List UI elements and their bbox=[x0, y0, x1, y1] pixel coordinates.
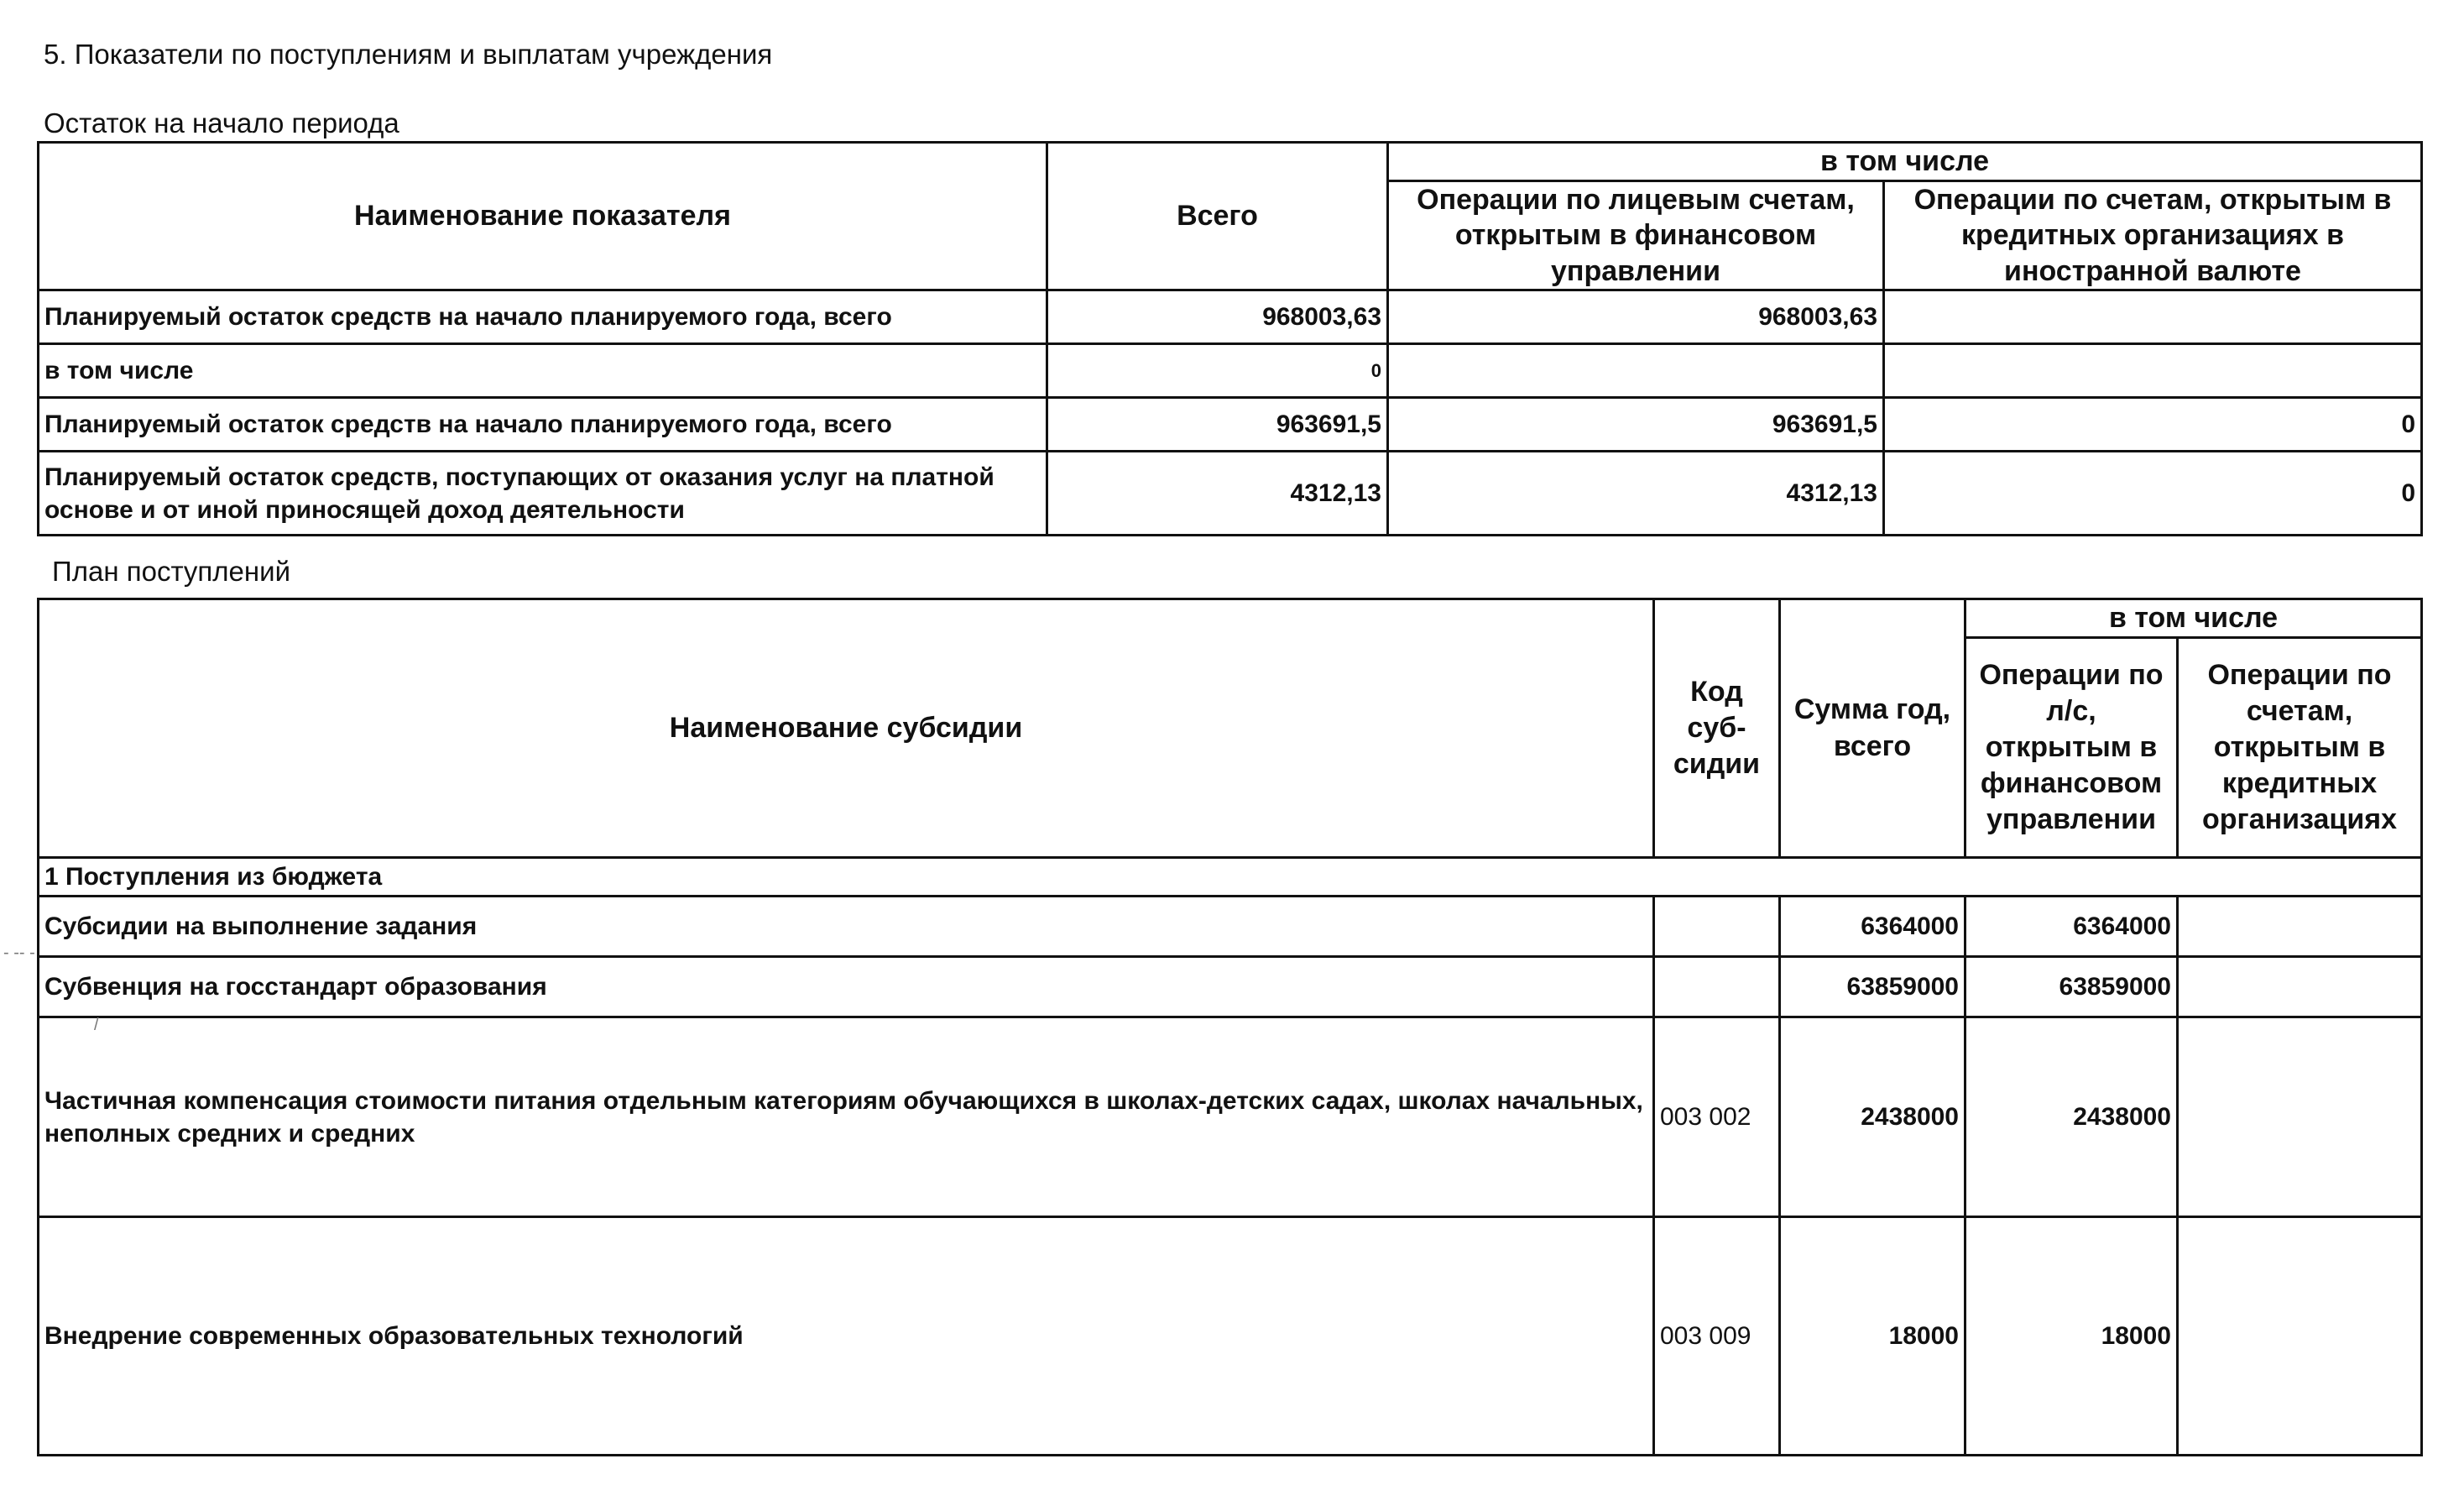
row-name: Субсидии на выполнение задания bbox=[39, 897, 1654, 957]
income-header-including: в том числе bbox=[1965, 599, 2422, 638]
row-name: Частичная компенсация стоимости питания отдельным категориям обучающихся в школах-детских садах, школах начальных, неполных средних и средних bbox=[39, 1017, 1654, 1217]
income-plan-title: План поступлений bbox=[52, 556, 290, 587]
row-code: 003 002 bbox=[1654, 1017, 1780, 1217]
row-finance: 4312,13 bbox=[1388, 452, 1884, 536]
row-credit: 0 bbox=[1884, 398, 2422, 452]
row-credit bbox=[1884, 344, 2422, 398]
row-credit bbox=[2178, 957, 2422, 1017]
row-credit bbox=[2178, 897, 2422, 957]
income-header-row bbox=[39, 599, 2422, 638]
balance-title: Остаток на начало периода bbox=[44, 107, 399, 139]
row-name: Внедрение современных образовательных технологий bbox=[39, 1217, 1654, 1456]
table-row bbox=[39, 398, 2422, 452]
row-finance: 18000 bbox=[1965, 1217, 2178, 1456]
row-total: 963691,5 bbox=[1047, 398, 1388, 452]
balance-header-name: Наименование показателя bbox=[39, 143, 1047, 290]
table-row bbox=[39, 344, 2422, 398]
table-row bbox=[39, 1017, 2422, 1217]
row-credit bbox=[2178, 1017, 2422, 1217]
income-header-finance-ops: Операции по л/с, открытым в финансовом управлении bbox=[1965, 638, 2178, 858]
row-name: Планируемый остаток средств на начало планируемого года, всего bbox=[39, 290, 1047, 344]
row-sum: 18000 bbox=[1780, 1217, 1965, 1456]
row-credit: 0 bbox=[1884, 452, 2422, 536]
row-finance: 963691,5 bbox=[1388, 398, 1884, 452]
group-label: 1 Поступления из бюджета bbox=[39, 858, 2422, 897]
income-plan-table bbox=[37, 598, 2423, 1456]
row-sum: 63859000 bbox=[1780, 957, 1965, 1017]
balance-header-row bbox=[39, 143, 2422, 181]
table-row bbox=[39, 290, 2422, 344]
row-sum: 2438000 bbox=[1780, 1017, 1965, 1217]
balance-header-finance-accounts: Операции по лицевым счетам, открытым в финансовом управлении bbox=[1388, 180, 1884, 290]
row-credit bbox=[2178, 1217, 2422, 1456]
row-name: в том числе bbox=[39, 344, 1047, 398]
row-total: 0 bbox=[1047, 344, 1388, 398]
income-header-sum: Сумма год, всего bbox=[1780, 599, 1965, 858]
table-row bbox=[39, 897, 2422, 957]
row-name: Субвенция на госстандарт образования bbox=[39, 957, 1654, 1017]
balance-header-including: в том числе bbox=[1388, 143, 2422, 181]
income-header-name: Наименование субсидии bbox=[39, 599, 1654, 858]
row-name: Планируемый остаток средств на начало планируемого года, всего bbox=[39, 398, 1047, 452]
row-finance: 2438000 bbox=[1965, 1017, 2178, 1217]
row-total: 4312,13 bbox=[1047, 452, 1388, 536]
table-row bbox=[39, 957, 2422, 1017]
row-code bbox=[1654, 897, 1780, 957]
row-sum: 6364000 bbox=[1780, 897, 1965, 957]
income-header-code: Код суб-сидии bbox=[1654, 599, 1780, 858]
income-header-credit-ops: Операции по счетам, открытым в кредитных организациях bbox=[2178, 638, 2422, 858]
row-finance: 6364000 bbox=[1965, 897, 2178, 957]
row-credit bbox=[1884, 290, 2422, 344]
row-code: 003 009 bbox=[1654, 1217, 1780, 1456]
group-row bbox=[39, 858, 2422, 897]
row-code bbox=[1654, 957, 1780, 1017]
row-total: 968003,63 bbox=[1047, 290, 1388, 344]
section-title: 5. Показатели по поступлениям и выплатам учреждения bbox=[44, 39, 773, 70]
table-row bbox=[39, 452, 2422, 536]
balance-header-credit-accounts: Операции по счетам, открытым в кредитных организациях в иностранной валюте bbox=[1884, 180, 2422, 290]
scan-mark: - -- - bbox=[3, 944, 35, 962]
table-row bbox=[39, 1217, 2422, 1456]
row-finance bbox=[1388, 344, 1884, 398]
scan-mark: / bbox=[94, 1016, 99, 1034]
row-finance: 968003,63 bbox=[1388, 290, 1884, 344]
balance-header-total: Всего bbox=[1047, 143, 1388, 290]
balance-table bbox=[37, 141, 2423, 536]
row-name: Планируемый остаток средств, поступающих от оказания услуг на платной основе и от иной приносящей доход деятельности bbox=[39, 452, 1047, 536]
row-finance: 63859000 bbox=[1965, 957, 2178, 1017]
